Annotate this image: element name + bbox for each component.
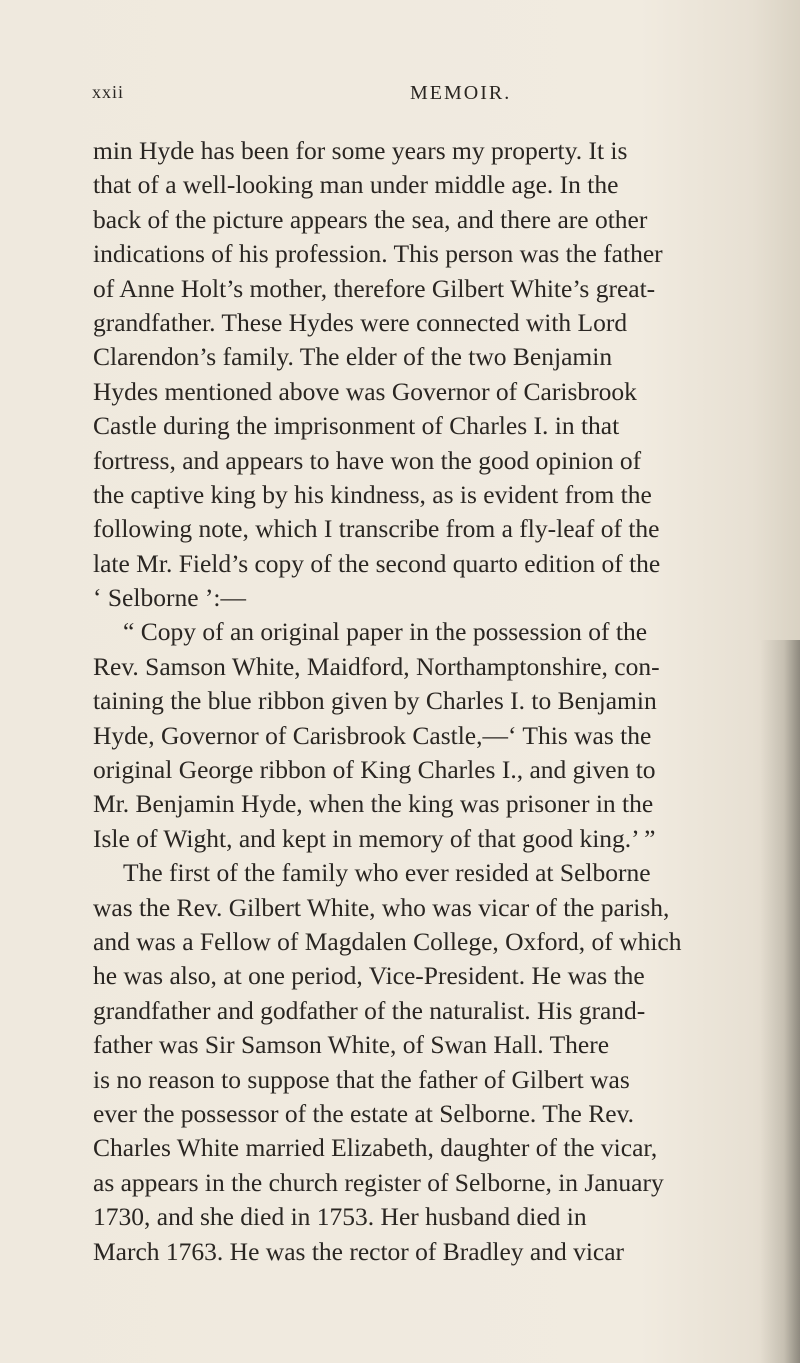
text-line: is no reason to suppose that the father of Gilbert was (93, 1064, 630, 1094)
text-line: grandfather. These Hydes were connected with Lord (93, 307, 628, 337)
text-line: grandfather and godfather of the naturalist. His grand- (93, 995, 646, 1025)
text-line: late Mr. Field’s copy of the second quarto edition of the (93, 548, 661, 578)
running-head (92, 82, 692, 112)
text-line: 1730, and she died in 1753. Her husband died in (93, 1202, 587, 1232)
text-line: he was also, at one period, Vice-President. He was the (93, 961, 645, 991)
text-line: and was a Fellow of Magdalen College, Oxford, of which (93, 926, 682, 956)
text-line: Isle of Wight, and kept in memory of that good king.’ ” (93, 823, 656, 853)
page-number: xxii (92, 82, 125, 102)
page-edge-shadow (760, 640, 800, 1363)
text-line: taining the blue ribbon given by Charles I. to Benjamin (93, 686, 657, 716)
text-line: Charles White married Elizabeth, daughter of the vicar, (93, 1133, 658, 1163)
body-text (93, 134, 753, 1269)
text-line: father was Sir Samson White, of Swan Hall. There (93, 1030, 610, 1060)
text-line: that of a well-looking man under middle age. In the (93, 170, 619, 200)
text-line: The first of the family who ever resided at Selborne (123, 858, 651, 888)
text-line: “ Copy of an original paper in the possession of the (123, 617, 648, 647)
header-title: MEMOIR. (410, 82, 512, 104)
text-line: of Anne Holt’s mother, therefore Gilbert White’s great- (93, 273, 656, 303)
text-line: as appears in the church register of Selborne, in January (93, 1167, 664, 1197)
text-line: original George ribbon of King Charles I., and given to (93, 755, 656, 785)
text-line: was the Rev. Gilbert White, who was vicar of the parish, (93, 892, 670, 922)
text-line: Hyde, Governor of Carisbrook Castle,—‘ This was the (93, 720, 652, 750)
text-line: min Hyde has been for some years my property. It is (93, 136, 628, 165)
text-line: ever the possessor of the estate at Selborne. The Rev. (93, 1098, 635, 1128)
text-line: Castle during the imprisonment of Charles I. in that (93, 411, 620, 441)
text-line: indications of his profession. This person was the father (93, 239, 663, 269)
text-line: March 1763. He was the rector of Bradley and vicar (93, 1236, 625, 1266)
text-line: ‘ Selborne ’:— (93, 583, 246, 613)
text-line: Mr. Benjamin Hyde, when the king was prisoner in the (93, 789, 654, 819)
text-line: Hydes mentioned above was Governor of Carisbrook (93, 376, 637, 406)
text-line: Rev. Samson White, Maidford, Northamptonshire, con- (93, 651, 660, 681)
text-line: the captive king by his kindness, as is evident from the (93, 479, 652, 509)
text-line: Clarendon’s family. The elder of the two Benjamin (93, 342, 613, 372)
text-line: following note, which I transcribe from a fly-leaf of the (93, 514, 660, 544)
text-line: fortress, and appears to have won the good opinion of (93, 445, 642, 475)
text-line: back of the picture appears the sea, and there are other (93, 204, 648, 234)
